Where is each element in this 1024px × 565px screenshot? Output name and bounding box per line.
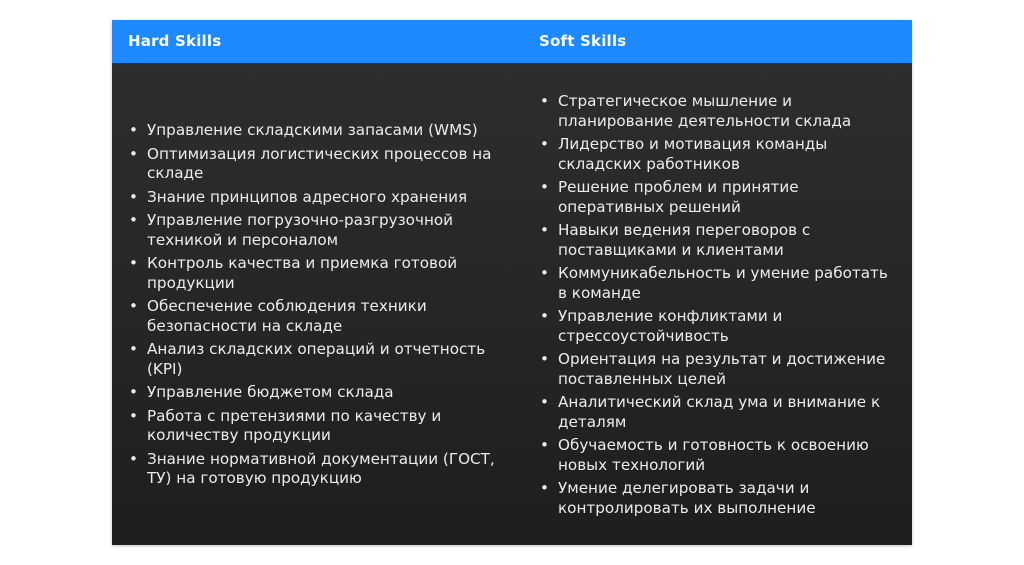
bullet-icon: •	[129, 340, 138, 358]
bullet-icon: •	[129, 211, 138, 229]
bullet-icon: •	[540, 221, 549, 239]
table-header	[112, 20, 912, 63]
hard-skill-item-text: Обеспечение соблюдения техники безопасности на складе	[147, 297, 427, 335]
bullet-icon: •	[129, 383, 138, 401]
soft-skill-item-text: Управление конфликтами и стрессоустойчивость	[558, 307, 783, 345]
soft-skill-item	[540, 479, 895, 518]
bullet-icon: •	[129, 406, 138, 425]
bullet-icon: •	[129, 297, 138, 315]
soft-skill-item	[540, 264, 895, 303]
hard-skill-item-text: Управление бюджетом склада	[147, 383, 394, 401]
hard-skill-item-text: Управление складскими запасами (WMS)	[147, 121, 478, 139]
bullet-icon: •	[540, 350, 549, 368]
bullet-icon: •	[540, 307, 549, 325]
soft-skill-item-text: Аналитический склад ума и внимание к деталям	[558, 393, 881, 431]
soft-skill-item	[540, 393, 895, 432]
bullet-icon: •	[540, 92, 549, 110]
hard-skills-heading: Hard Skills	[128, 32, 222, 50]
hard-skill-item-text: Управление погрузочно-разгрузочной техникой и персоналом	[147, 211, 454, 249]
soft-skill-item-text: Лидерство и мотивация команды складских работников	[558, 135, 828, 173]
hard-skill-item-text: Знание нормативной документации (ГОСТ, ТУ) на готовую продукцию	[147, 449, 495, 487]
soft-skill-item	[540, 92, 895, 131]
hard-skill-item-text: Контроль качества и приемка готовой продукции	[147, 254, 458, 292]
soft-skill-item-text: Стратегическое мышление и планирование деятельности склада	[558, 92, 852, 130]
bullet-icon: •	[540, 135, 549, 153]
hard-skill-item	[129, 211, 509, 250]
soft-skill-item-text: Ориентация на результат и достижение поставленных целей	[558, 350, 886, 388]
hard-skill-item	[129, 297, 509, 336]
hard-skill-item	[129, 145, 509, 184]
bullet-icon: •	[129, 187, 138, 206]
soft-skills-list	[540, 92, 895, 522]
soft-skill-item	[540, 221, 895, 260]
soft-skill-item-text: Решение проблем и принятие оперативных решений	[558, 178, 799, 216]
hard-skill-item	[129, 188, 509, 208]
bullet-icon: •	[129, 144, 138, 163]
hard-skill-item-text: Знание принципов адресного хранения	[147, 187, 468, 206]
bullet-icon: •	[540, 436, 549, 454]
soft-skills-heading: Soft Skills	[539, 32, 627, 50]
soft-skill-item-text: Коммуникабельность и умение работать в команде	[558, 264, 888, 302]
hard-skill-item	[129, 340, 509, 379]
hard-skill-item-text: Оптимизация логистических процессов на складе	[147, 144, 492, 182]
hard-skill-item	[129, 383, 509, 403]
skills-table	[112, 20, 912, 545]
hard-skills-list	[129, 121, 509, 493]
soft-skill-item	[540, 436, 895, 475]
bullet-icon: •	[540, 479, 549, 497]
soft-skill-item	[540, 307, 895, 346]
bullet-icon: •	[540, 393, 549, 411]
bullet-icon: •	[540, 264, 549, 282]
bullet-icon: •	[129, 449, 138, 468]
hard-skill-item	[129, 254, 509, 293]
soft-skill-item-text: Навыки ведения переговоров с поставщиками и клиентами	[558, 221, 811, 259]
hard-skill-item	[129, 121, 509, 141]
bullet-icon: •	[129, 121, 138, 139]
hard-skill-item-text: Анализ складских операций и отчетность (KPI)	[147, 340, 486, 378]
soft-skill-item-text: Обучаемость и готовность к освоению новых технологий	[558, 436, 869, 474]
hard-skill-item-text: Работа с претензиями по качеству и количеству продукции	[147, 406, 442, 444]
hard-skill-item	[129, 407, 509, 446]
bullet-icon: •	[540, 178, 549, 196]
soft-skill-item	[540, 135, 895, 174]
soft-skill-item-text: Умение делегировать задачи и контролировать их выполнение	[558, 479, 816, 517]
hard-skill-item	[129, 450, 509, 489]
soft-skill-item	[540, 350, 895, 389]
bullet-icon: •	[129, 254, 138, 272]
soft-skill-item	[540, 178, 895, 217]
